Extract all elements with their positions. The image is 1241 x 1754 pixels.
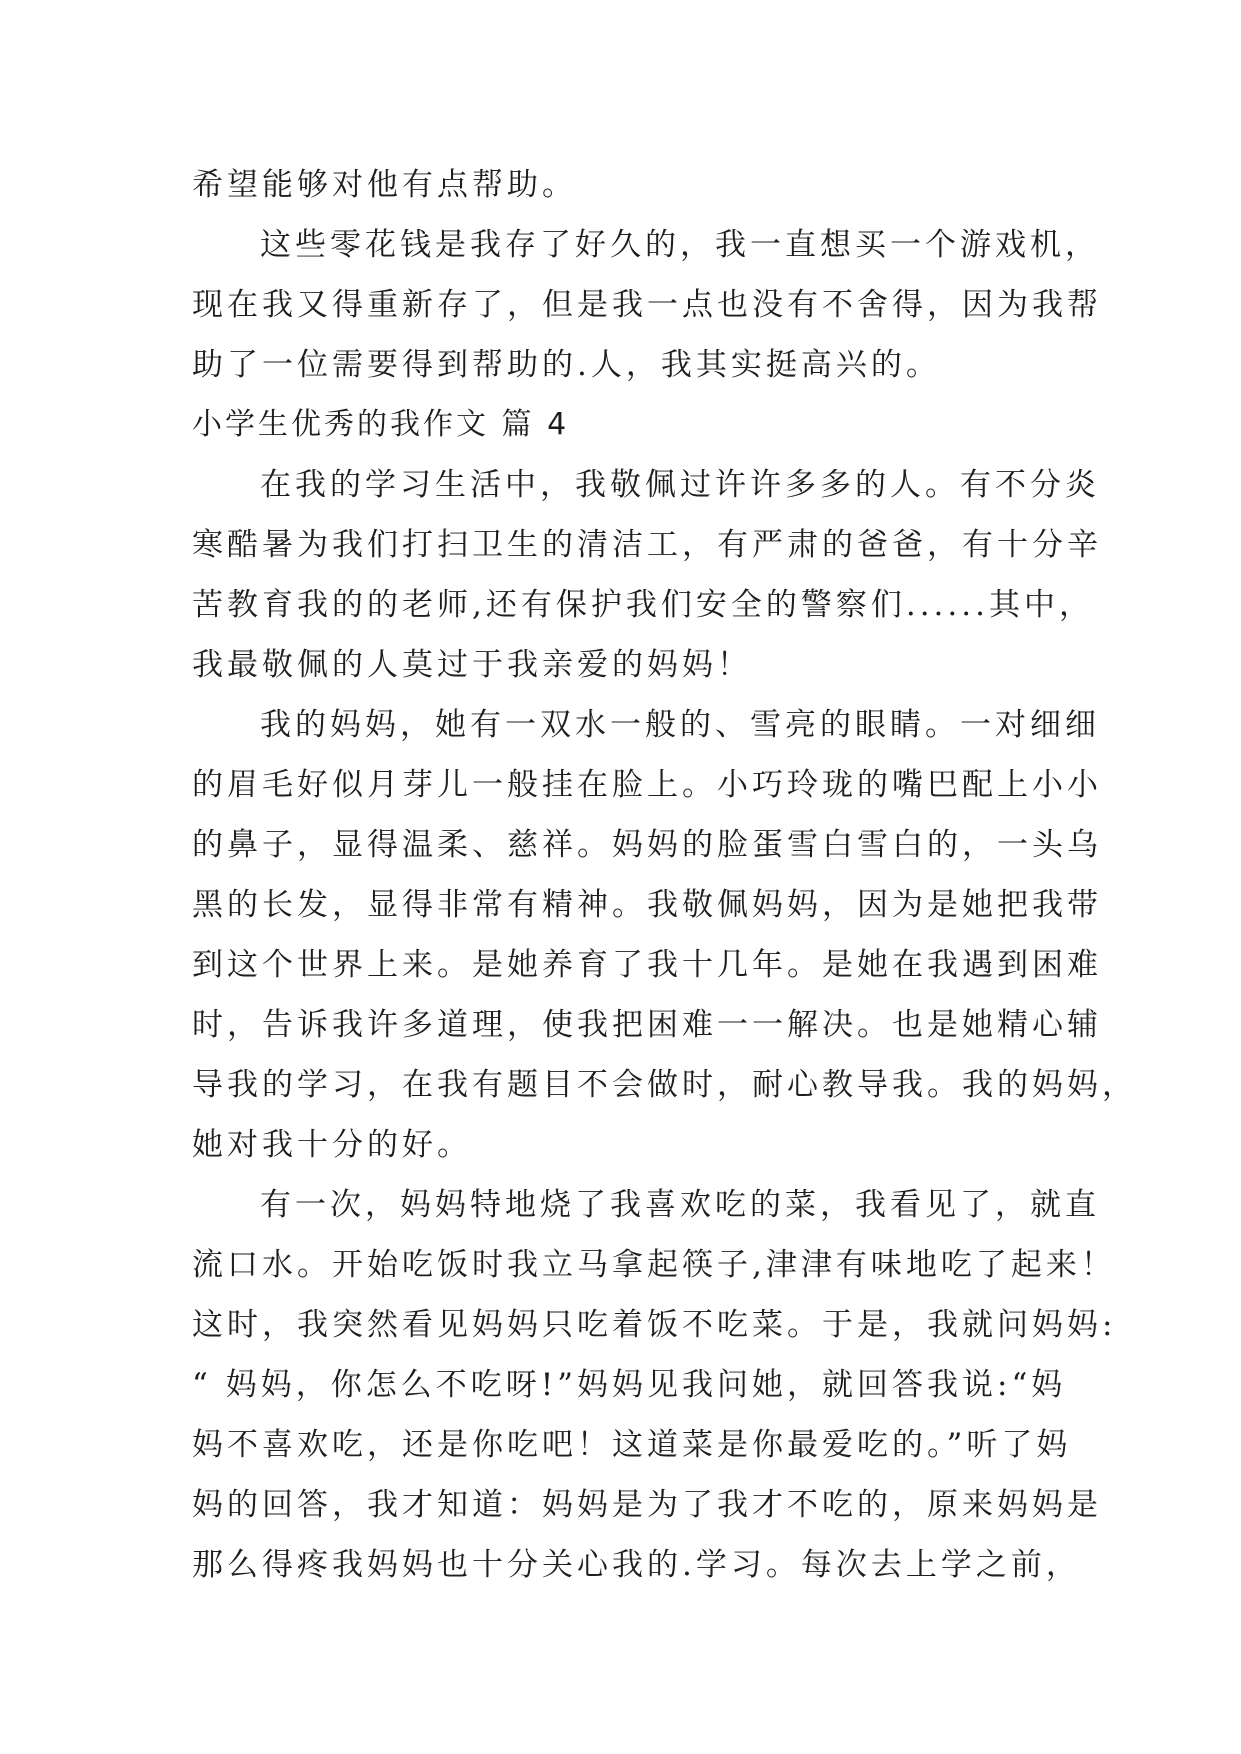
text-line: 时，告诉我许多道理，使我把困难一一解决。也是她精心辅	[192, 1007, 1102, 1043]
text-line: 助了一位需要得到帮助的.人，我其实挺高兴的。	[192, 347, 941, 383]
paragraph-savings	[192, 215, 1102, 395]
text-line: 寒酷暑为我们打扫卫生的清洁工，有严肃的爸爸，有十分辛	[192, 527, 1102, 563]
text-line: 这些零花钱是我存了好久的，我一直想买一个游戏机，	[260, 227, 1100, 263]
document-body	[192, 155, 1137, 1595]
text-line: 妈不喜欢吃，还是你吃吧！这道菜是你最爱吃的。”听了妈	[192, 1427, 1072, 1463]
paragraph-admiration	[192, 455, 1102, 695]
text-line: 在我的学习生活中，我敬佩过许许多多的人。有不分炎	[260, 467, 1100, 503]
text-line: 有一次，妈妈特地烧了我喜欢吃的菜，我看见了，就直	[260, 1187, 1100, 1223]
text-line: 流口水。开始吃饭时我立马拿起筷子,津津有味地吃了起来！	[192, 1247, 1116, 1283]
text-line: 妈的回答，我才知道：妈妈是为了我才不吃的，原来妈妈是	[192, 1487, 1102, 1523]
text-line: 这时，我突然看见妈妈只吃着饭不吃菜。于是，我就问妈妈:	[192, 1307, 1117, 1343]
section-title: 小学生优秀的我作文 篇 4	[192, 407, 570, 442]
text-line: 那么得疼我妈妈也十分关心我的.学习。每次去上学之前，	[192, 1547, 1081, 1583]
text-line: 的眉毛好似月芽儿一般挂在脸上。小巧玲珑的嘴巴配上小小	[192, 767, 1102, 803]
text-line: 导我的学习，在我有题目不会做时，耐心教导我。我的妈妈，	[192, 1067, 1137, 1103]
text-line: 她对我十分的好。	[192, 1127, 472, 1163]
text-line: 现在我又得重新存了，但是我一点也没有不舍得，因为我帮	[192, 287, 1102, 323]
text-line: 希望能够对他有点帮助。	[192, 167, 577, 203]
paragraph-mother-description	[192, 695, 1137, 1175]
paragraph-dinner-story	[192, 1175, 1117, 1595]
text-line: “ 妈妈，你怎么不吃呀!”妈妈见我问她，就回答我说:“妈	[192, 1367, 1067, 1403]
text-line: 我的妈妈，她有一双水一般的、雪亮的眼睛。一对细细	[260, 707, 1100, 743]
text-line: 我最敬佩的人莫过于我亲爱的妈妈！	[192, 647, 752, 683]
text-line: 的鼻子，显得温柔、慈祥。妈妈的脸蛋雪白雪白的，一头乌	[192, 827, 1102, 863]
paragraph-continuation	[192, 155, 1072, 215]
text-line: 黑的长发，显得非常有精神。我敬佩妈妈，因为是她把我带	[192, 887, 1102, 923]
text-line: 到这个世界上来。是她养育了我十几年。是她在我遇到困难	[192, 947, 1102, 983]
text-line: 苦教育我的的老师,还有保护我们安全的警察们......其中，	[192, 587, 1094, 623]
